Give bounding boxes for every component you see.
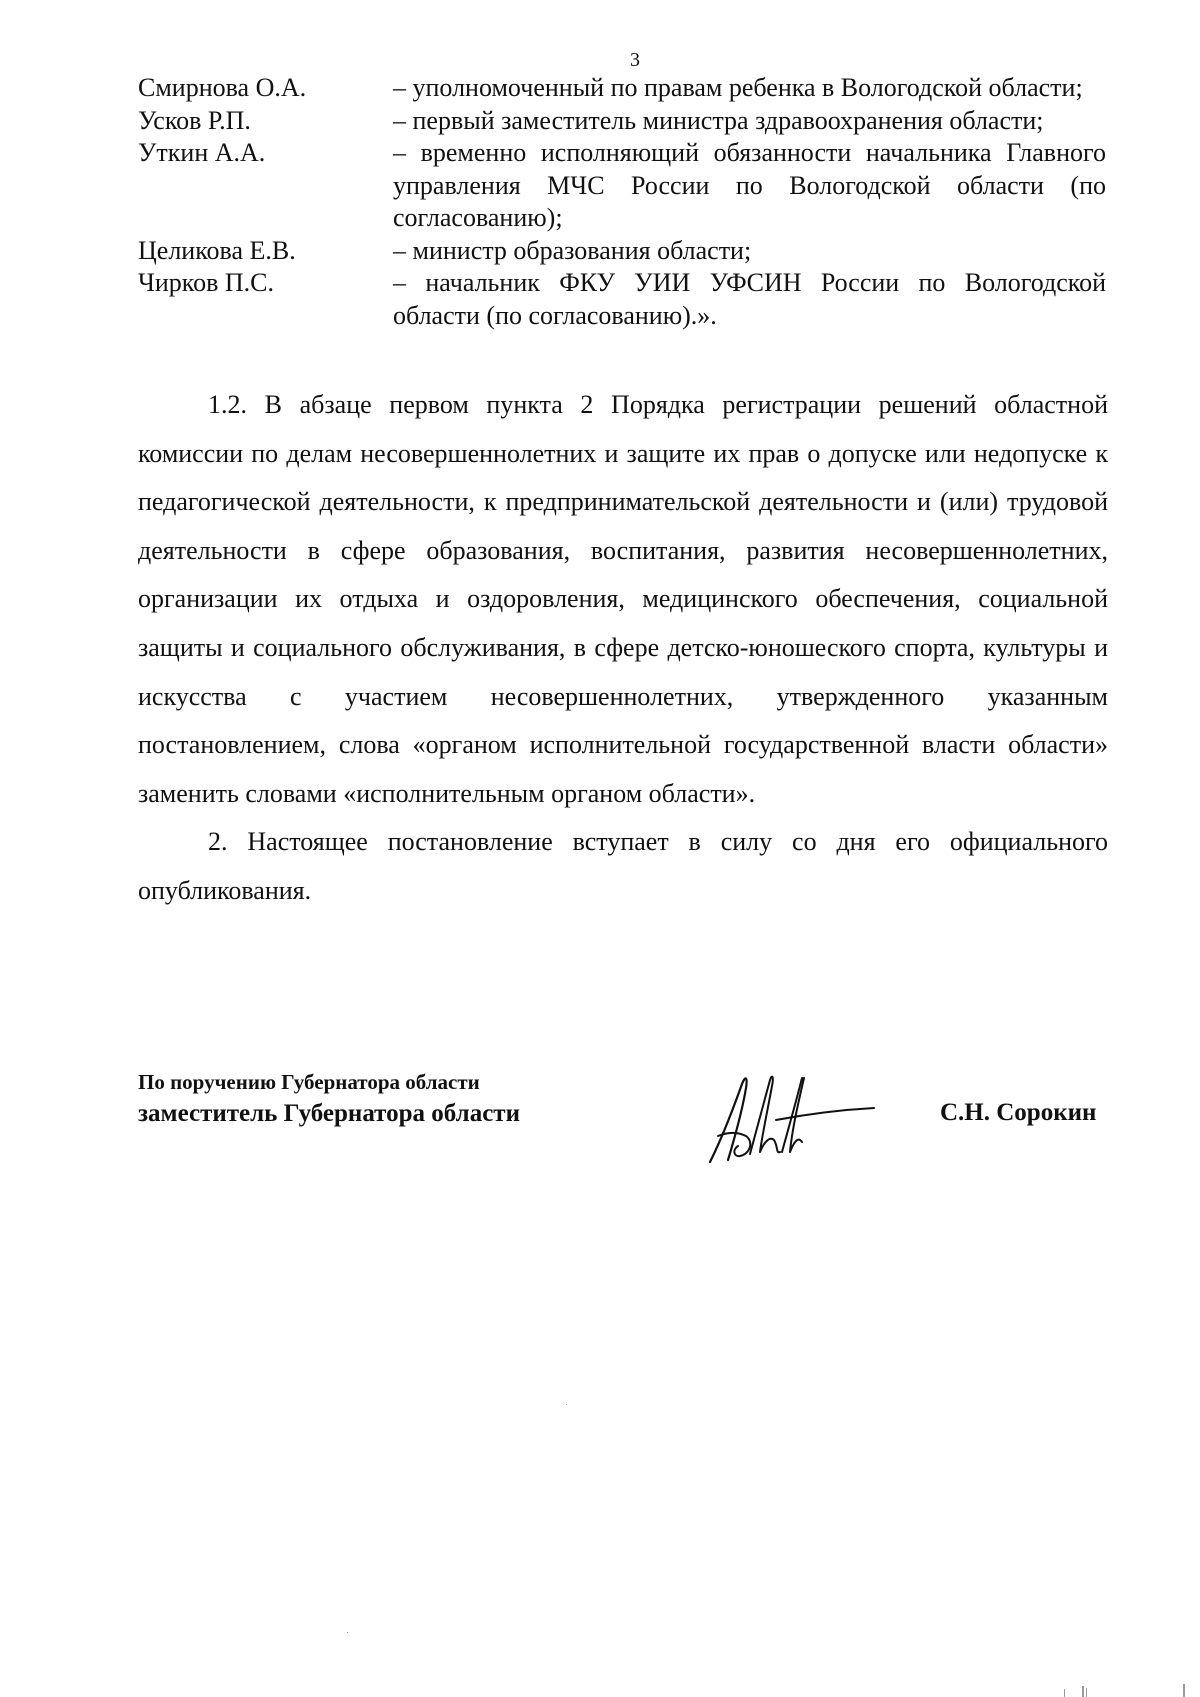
page-number: 3	[630, 49, 640, 71]
handwritten-signature	[698, 1062, 878, 1172]
member-name: Целикова Е.В.	[138, 235, 296, 265]
member-name: Чирков П.С.	[138, 268, 275, 297]
scan-speck	[1082, 1686, 1084, 1697]
member-name: Усков Р.П.	[138, 105, 251, 135]
member-role: – начальник ФКУ УИИ УФСИН России по Вологодской области (по согласованию).».	[393, 268, 1106, 330]
scan-speck	[566, 1404, 567, 1405]
member-row	[138, 235, 1108, 268]
signer-position: заместитель Губернатора области	[138, 1100, 520, 1127]
member-row	[138, 105, 1108, 138]
signature-block	[138, 1070, 1118, 1180]
member-name: Смирнова О.А.	[138, 73, 307, 102]
signer-authority-line: По поручению Губернатора области	[138, 1070, 480, 1094]
member-role: – министр образования области;	[393, 235, 752, 265]
member-row	[138, 137, 1108, 235]
scan-speck	[1183, 1684, 1185, 1697]
paragraph-1-2: 1.2. В абзаце первом пункта 2 Порядка регистрации решений областной комиссии по делам несовершеннолетних и защите их прав о допуске или недопуске к педагогической деятельности, к предпринимательской деятельности и (или) трудовой деятельности в сфере образования, воспитания, развития несовершеннолетних, организации их отдыха и оздоровления, медицинского обеспечения, социальной защиты и социального обслуживания, в сфере детско-юношеского спорта, культуры и искусства с участием несовершеннолетних, утвержденного указанным постановлением, слова «органом исполнительной государственной власти области» заменить словами «исполнительным органом области».	[138, 390, 1108, 808]
signer-name: С.Н. Сорокин	[940, 1099, 1097, 1126]
member-role: – временно исполняющий обязанности начальника Главного управления МЧС России по Вологодской области (по согласованию);	[393, 138, 1106, 232]
resolution-body	[138, 381, 1108, 916]
scan-speck	[347, 1632, 348, 1633]
scan-speck	[1086, 1688, 1087, 1697]
member-role: – первый заместитель министра здравоохранения области;	[393, 105, 1044, 135]
member-row	[138, 267, 1108, 332]
paragraph-2: 2. Настоящее постановление вступает в силу со дня его официального опубликования.	[138, 827, 1108, 905]
commission-member-list	[138, 72, 1108, 332]
member-row	[138, 72, 1108, 105]
member-role: – уполномоченный по правам ребенка в Вологодской области;	[393, 73, 1083, 102]
scan-speck	[1064, 1689, 1065, 1697]
member-name: Уткин А.А.	[138, 138, 266, 167]
